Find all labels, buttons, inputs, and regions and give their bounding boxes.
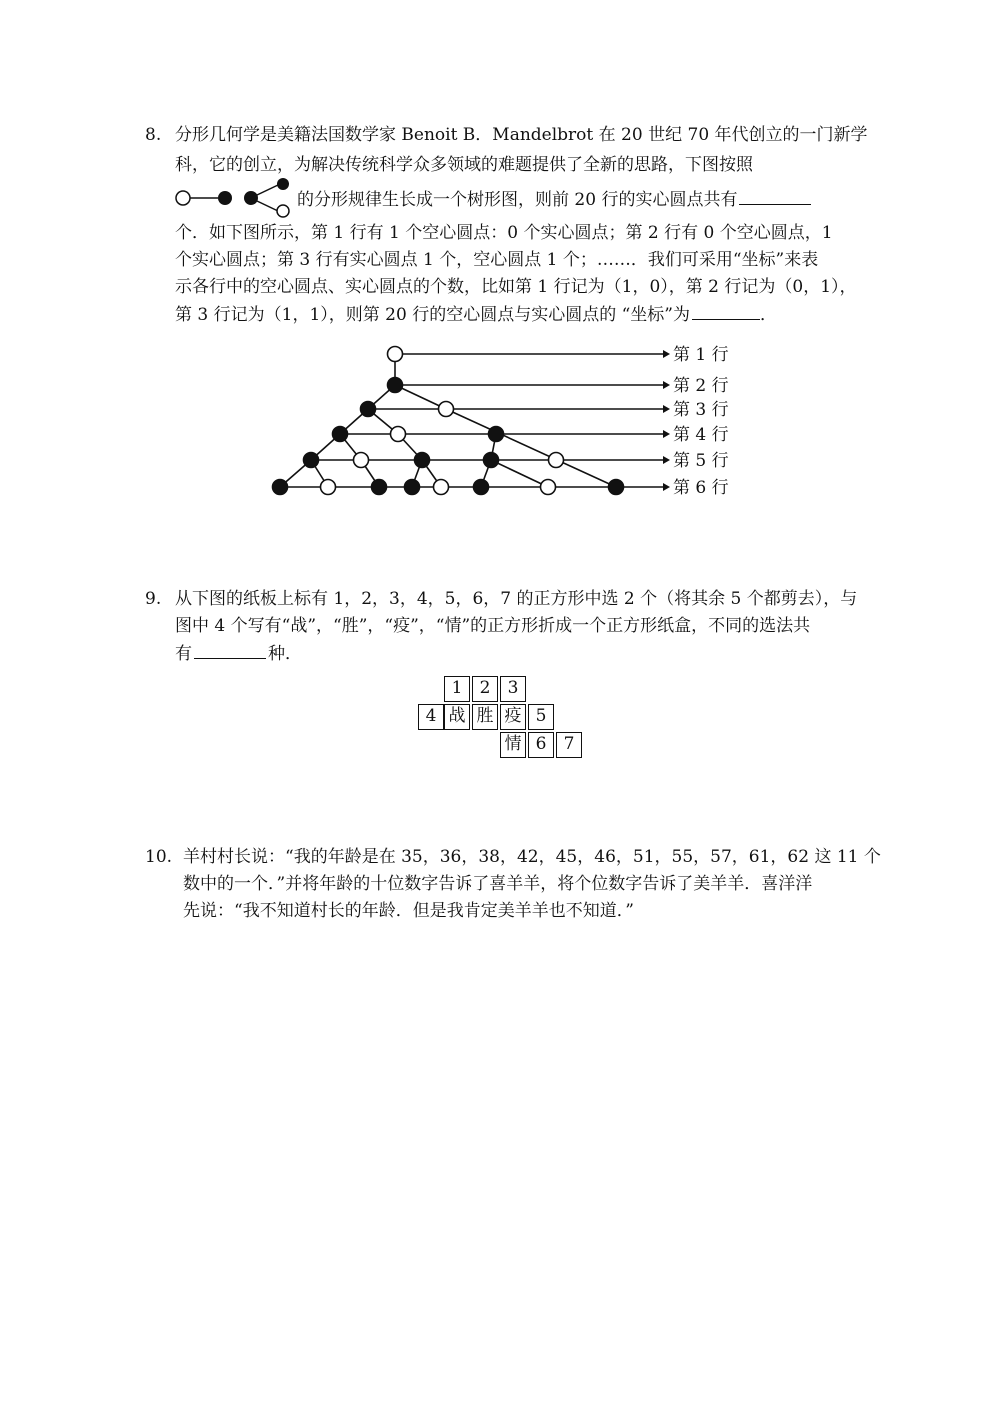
row-label: 第 2 行 — [673, 376, 729, 396]
row-label: 第 5 行 — [673, 451, 729, 471]
square-qing: 情 — [500, 732, 526, 758]
solid-node — [361, 402, 376, 417]
row-label: 第 1 行 — [673, 345, 729, 365]
solid-node — [489, 427, 504, 442]
hollow-node — [439, 402, 454, 417]
solid-node — [372, 480, 387, 495]
q8-text-line-3: 的分形规律生长成一个树形图，则前 20 行的实心圆点共有 — [297, 186, 811, 213]
solid-node — [609, 480, 624, 495]
square-sheng: 胜 — [472, 704, 498, 730]
hollow-node — [549, 453, 564, 468]
question-number: 10. — [145, 847, 173, 867]
square-4: 4 — [418, 704, 444, 730]
solid-node — [474, 480, 489, 495]
square-5: 5 — [528, 704, 554, 730]
hollow-node — [541, 480, 556, 495]
square-zhan: 战 — [444, 704, 470, 730]
answer-blank-3[interactable] — [194, 640, 266, 659]
hollow-node — [321, 480, 336, 495]
solid-node — [484, 453, 499, 468]
row-label: 第 6 行 — [673, 478, 729, 498]
q8-text-line-5: 个实心圆点；第 3 行有实心圆点 1 个，空心圆点 1 个；……．我们可采用“坐标”来表 — [175, 250, 819, 270]
q10-text-line-1: 羊村村长说：“我的年龄是在 35，36，38，42，45，46，51，55，57，61，62 这 11 个 — [183, 847, 881, 867]
square-6: 6 — [528, 732, 554, 758]
hollow-node — [354, 453, 369, 468]
square-3: 3 — [500, 676, 526, 702]
q9-text-line-2: 图中 4 个写有“战”，“胜”，“疫”，“情”的正方形折成一个正方形纸盒，不同的选法共 — [175, 616, 811, 636]
q8-text-line-2: 科，它的创立，为解决传统科学众多领域的难题提供了全新的思路，下图按照 — [175, 155, 753, 175]
square-2: 2 — [472, 676, 498, 702]
solid-node — [333, 427, 348, 442]
square-1: 1 — [444, 676, 470, 702]
question-number: 9. — [145, 589, 162, 609]
q10-text-line-2: 数中的一个．”并将年龄的十位数字告诉了喜羊羊，将个位数字告诉了美羊羊．喜洋洋 — [183, 874, 813, 894]
solid-node — [388, 378, 403, 393]
q9-text-line-1: 从下图的纸板上标有 1，2，3，4，5，6，7 的正方形中选 2 个（将其余 5 个都剪去），与 — [175, 589, 858, 609]
solid-node — [304, 453, 319, 468]
row-label: 第 4 行 — [673, 425, 729, 445]
solid-node — [415, 453, 430, 468]
solid-node — [405, 480, 420, 495]
q8-text-line-6: 示各行中的空心圆点、实心圆点的个数，比如第 1 行记为（1，0），第 2 行记为（0，1）， — [175, 277, 857, 297]
question-number: 8. — [145, 125, 162, 145]
square-yi: 疫 — [500, 704, 526, 730]
hollow-node — [388, 347, 403, 362]
q8-text-line-1: 分形几何学是美籍法国数学家 Benoit B．Mandelbrot 在 20 世纪 70 年代创立的一门新学 — [175, 125, 868, 145]
hollow-node — [391, 427, 406, 442]
solid-node — [273, 480, 288, 495]
q8-text-line-4: 个．如下图所示，第 1 行有 1 个空心圆点：0 个实心圆点；第 2 行有 0 个空心圆点，1 — [175, 223, 833, 243]
q8-text-line-7: 第 3 行记为（1，1），则第 20 行的空心圆点与实心圆点的 “坐标”为 ． — [175, 301, 777, 328]
square-7: 7 — [556, 732, 582, 758]
row-label: 第 3 行 — [673, 400, 729, 420]
q10-text-line-3: 先说：“我不知道村长的年龄．但是我肯定美羊羊也不知道．” — [183, 901, 634, 921]
q9-text-line-3: 有 种． — [175, 640, 302, 667]
hollow-node — [434, 480, 449, 495]
